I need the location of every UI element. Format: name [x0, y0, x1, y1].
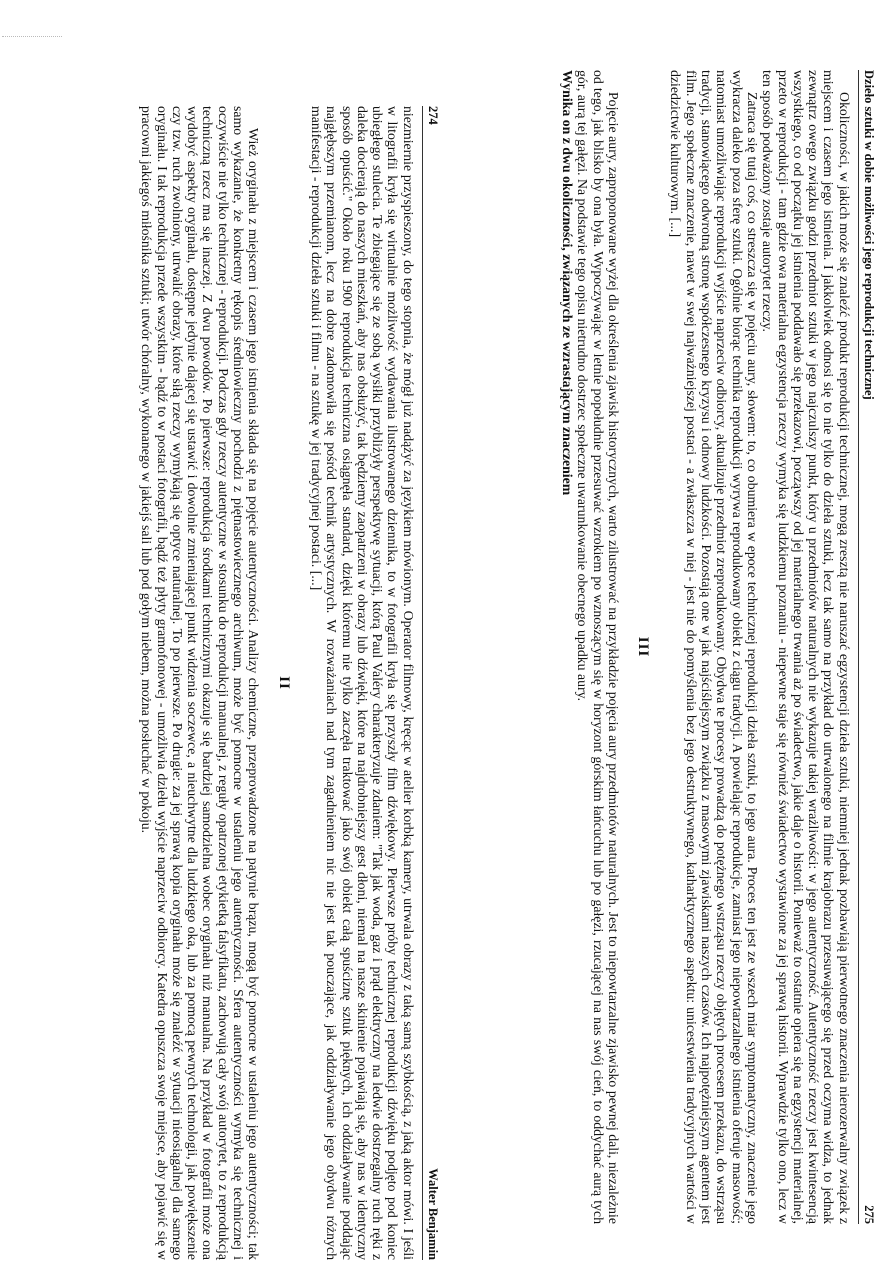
right-page-rotated-content: [456, 62, 876, 1232]
right-running-head: [858, 70, 876, 1224]
left-running-title: Walter Benjamin: [426, 1168, 440, 1260]
right-page-number: 275: [862, 1205, 876, 1224]
section-heading-iii: III: [635, 636, 652, 658]
right-paragraph-1: Okoliczności, w jakich może się znaleźć produkt reprodukcji technicznej, mogą zresztą nie naruszać egzystencji dzieła sztuki, niemniej jednak pozbawiają pierwotnego znaczenia nierozerwalny związek z miejscem i czasem jego istnienia. I jakkolwiek odnosi się to nie tylko do dzieła sztuki, lecz tak samo na przykład do utrwalonego na filmie krajobrazu przesuwającego się przed oczyma widza, to jednak zewnątrz owego związku godzi przedmiot sztuki w jego najczulszy punkt, który u przedmiotów naturalnych nie wykazuje takiej wrażliwości: w jego autentyczność. Autentyczność rzeczy jest kwintesencją wszystkiego, co od początku jej istnienia poddawało się przekazowi, począwszy od jej materialnego trwania aż po świadectwo, jakie daje o historii. Ponieważ to ostatnie opiera się na egzystencji materialnej, przeto w reprodukcji - tam gdzie owa materialna egzystencja rzeczy wymyka się ludzkiemu poznaniu - niepewne staje się również świadectwo wystawione za jej sprawą historii. Wprawdzie tylko ono, lecz w ten sposób podważony zostaje autorytet rzeczy.: [760, 70, 852, 1224]
left-page: [0, 0, 446, 1263]
left-page-rotated-content: [20, 98, 440, 1268]
right-closing-line: Wynika on z dwu okoliczności, związanych ze wzrastającym znaczeniem: [559, 70, 575, 496]
right-page: [446, 0, 893, 1263]
section-heading-ii: II: [275, 676, 292, 690]
left-paragraph-2: Wież oryginału z miejscem i czasem jego istnienia składa się na pojęcie autentyczności. Analizy chemiczne, przeprowadzone na patynie brązu, mogą być pomocne w ustaleniu jego autentyczności; tak samo wykazanie, że konkretny rękopis średniowieczny pochodzi z piętnastowiecznego archiwum, może być pomocne w ustaleniu jego autentyczności. Sfera autentyczności wymyka się technicznej i oczywiście nie tylko technicznej - reprodukcji. Podczas gdy rzeczy autentyczne w stosunku do reprodukcji manualnej, z reguły opatrzonej etykietką falsyfikatu, zachowują cały swój autorytet, to z reprodukcją techniczną rzecz ma się inaczej. Z dwu powodów. Po pierwsze: reprodukcja środkami technicznymi okazuje się bardziej samodzielna wobec oryginału niż manualna. Na przykład w fotografii może ona wydobyć aspekty oryginału, dostępne jedynie dającej się ustawić i dowolnie zmieniającej punkt widzenia soczewce, a nieuchwytne dla ludzkiego oka, lub za pomocą pewnych technologii, jak powiększenie czy tzw. ruch zwolniony, utrwalić obrazy, które siłą rzeczy wymykają się optyce naturalnej. To po pierwsze. Po drugie: za jej sprawą kopia oryginału może się znaleźć w sytuacji nieosiągalnej dla samego oryginału. I tak reprodukcja przede wszystkim - bądź to w postaci fotografii, bądź też płyty gramofonowej - umożliwia dziełu wyjście naprzeciw odbiorcy. Katedra opuszcza swoje miejsce, aby pojawić się w pracowni jakiegoś miłośnika sztuki; utwór chóralny, wykonanego w jakiejś sali lub pod gołym niebem, można posłuchać w pokoju.: [139, 106, 262, 1260]
left-paragraph-1: niezmiernie przyspieszony, do tego stopnia, że mógł już nadążyć za językiem mówionym. Operator filmowy, kręcąc w atelier korbką kamery, utrwala obrazy z taką samą szybkością, z jaką aktor mówi. I jeśli w litografii kryła się wirtualnie możliwość wydawania ilustrowanego dziennika, to w fotografii kryła się przyszły film dźwiękowy. Pierwsze próby technicznej reprodukcji dźwięku podjęto pod koniec ubiegłego stulecia. Te zbiegające się ze sobą wysiłki przybliżyły perspektywę sytuacji, którą Paul Valéry charakteryzuje zdaniem: "Tak jak woda, gaz i prąd elektryczny na ledwie dostrzegalny ruch ręki z daleka docierają do naszych mieszkań, aby nas obsłużyć, tak będziemy zaopatrzeni w obrazy lub dźwięki, które na najdrobniejszy gest dłoni, niemal na nasze skinienie pojawiają się, aby nas w identyczny sposób opuścić." Około roku 1900 reprodukcja techniczna osiągnęła standard, dzięki któremu nie tylko zaczęła traktować jako swój obiekt całą spuściznę sztuk pięknych, ich oddziaływanie poddając najgłębszym przemianom, lecz na dobre zadomowiła się pośród technik artystycznych. W rozważaniach nad tym zagadnieniem nic nie jest tak pouczające, jak oddziaływanie jego obydwu różnych manifestacji - reprodukcji dzieła sztuki i filmu - na sztukę w jej tradycyjnej postaci. [...]: [308, 106, 416, 1260]
left-running-head: [422, 106, 440, 1260]
right-paragraph-2: Zatraca się tutaj coś, co streszcza się w pojęciu aury, słowem: to, co obumiera w epoce technicznej reprodukcji dzieła sztuki, to jego aura. Proces ten jest ze wszech miar symptomatyczny, znaczenie jego wykracza daleko poza sferę sztuki. Ogólnie biorąc technika reprodukcji wyrywa reprodukowany obiekt z ciągu tradycji. A powielając reprodukcje, zamiast jego niepowtarzalnego istnienia oferuje masowość; natomiast umożliwiając reprodukcji wyjście naprzeciw odbiorcy, aktualizuje przedmiot zreprodukowany. Obydwa te procesy prowadzą do potężnego wstrząsu rzeczy objętych procesem przekazu, do wstrząsu tradycji, stanowiącego odwrotną stronę współczesnego kryzysu i odnowy ludzkości. Pozostają one w jak najściślejszym związku z masowymi zjawiskami naszych czasów. Ich najpotężniejszym agentem jest film. Jego społeczne znaczenie, nawet w swej najważniejszej postaci - a zwłaszcza w niej - jest nie do pomyślenia bez jego destruktywnego, katharktycznego aspektu: unicestwienia tradycyjnych wartości w dziedzictwie kulturowym. [...]: [668, 70, 760, 1224]
right-running-title: Dzieło sztuki w dobie możliwości jego reprodukcji technicznej: [862, 70, 876, 400]
left-page-number: 274: [426, 106, 440, 125]
right-paragraph-3: Pojęcie aury, zaproponowane wyżej dla określenia zjawisk historycznych, warto zilustrować na przykładzie pojęcia aury przedmiotów naturalnych. Jest to niepowtarzalne zjawisko pewnej dali, niezależnie od tego, jak blisko by ona była. Wypoczywając w letnie popołudnie przesuwać wzrokiem po wznoszącym się w horyzont górskim łańcuchu lub po gałęzi, rzucającej na nas swój cień, to oddychać aurą tych gór, aurą tej gałęzi. Na podstawie tego opisu nietrudno dostrzec społeczne uwarunkowanie obecnego upadku aury.: [575, 70, 621, 1224]
